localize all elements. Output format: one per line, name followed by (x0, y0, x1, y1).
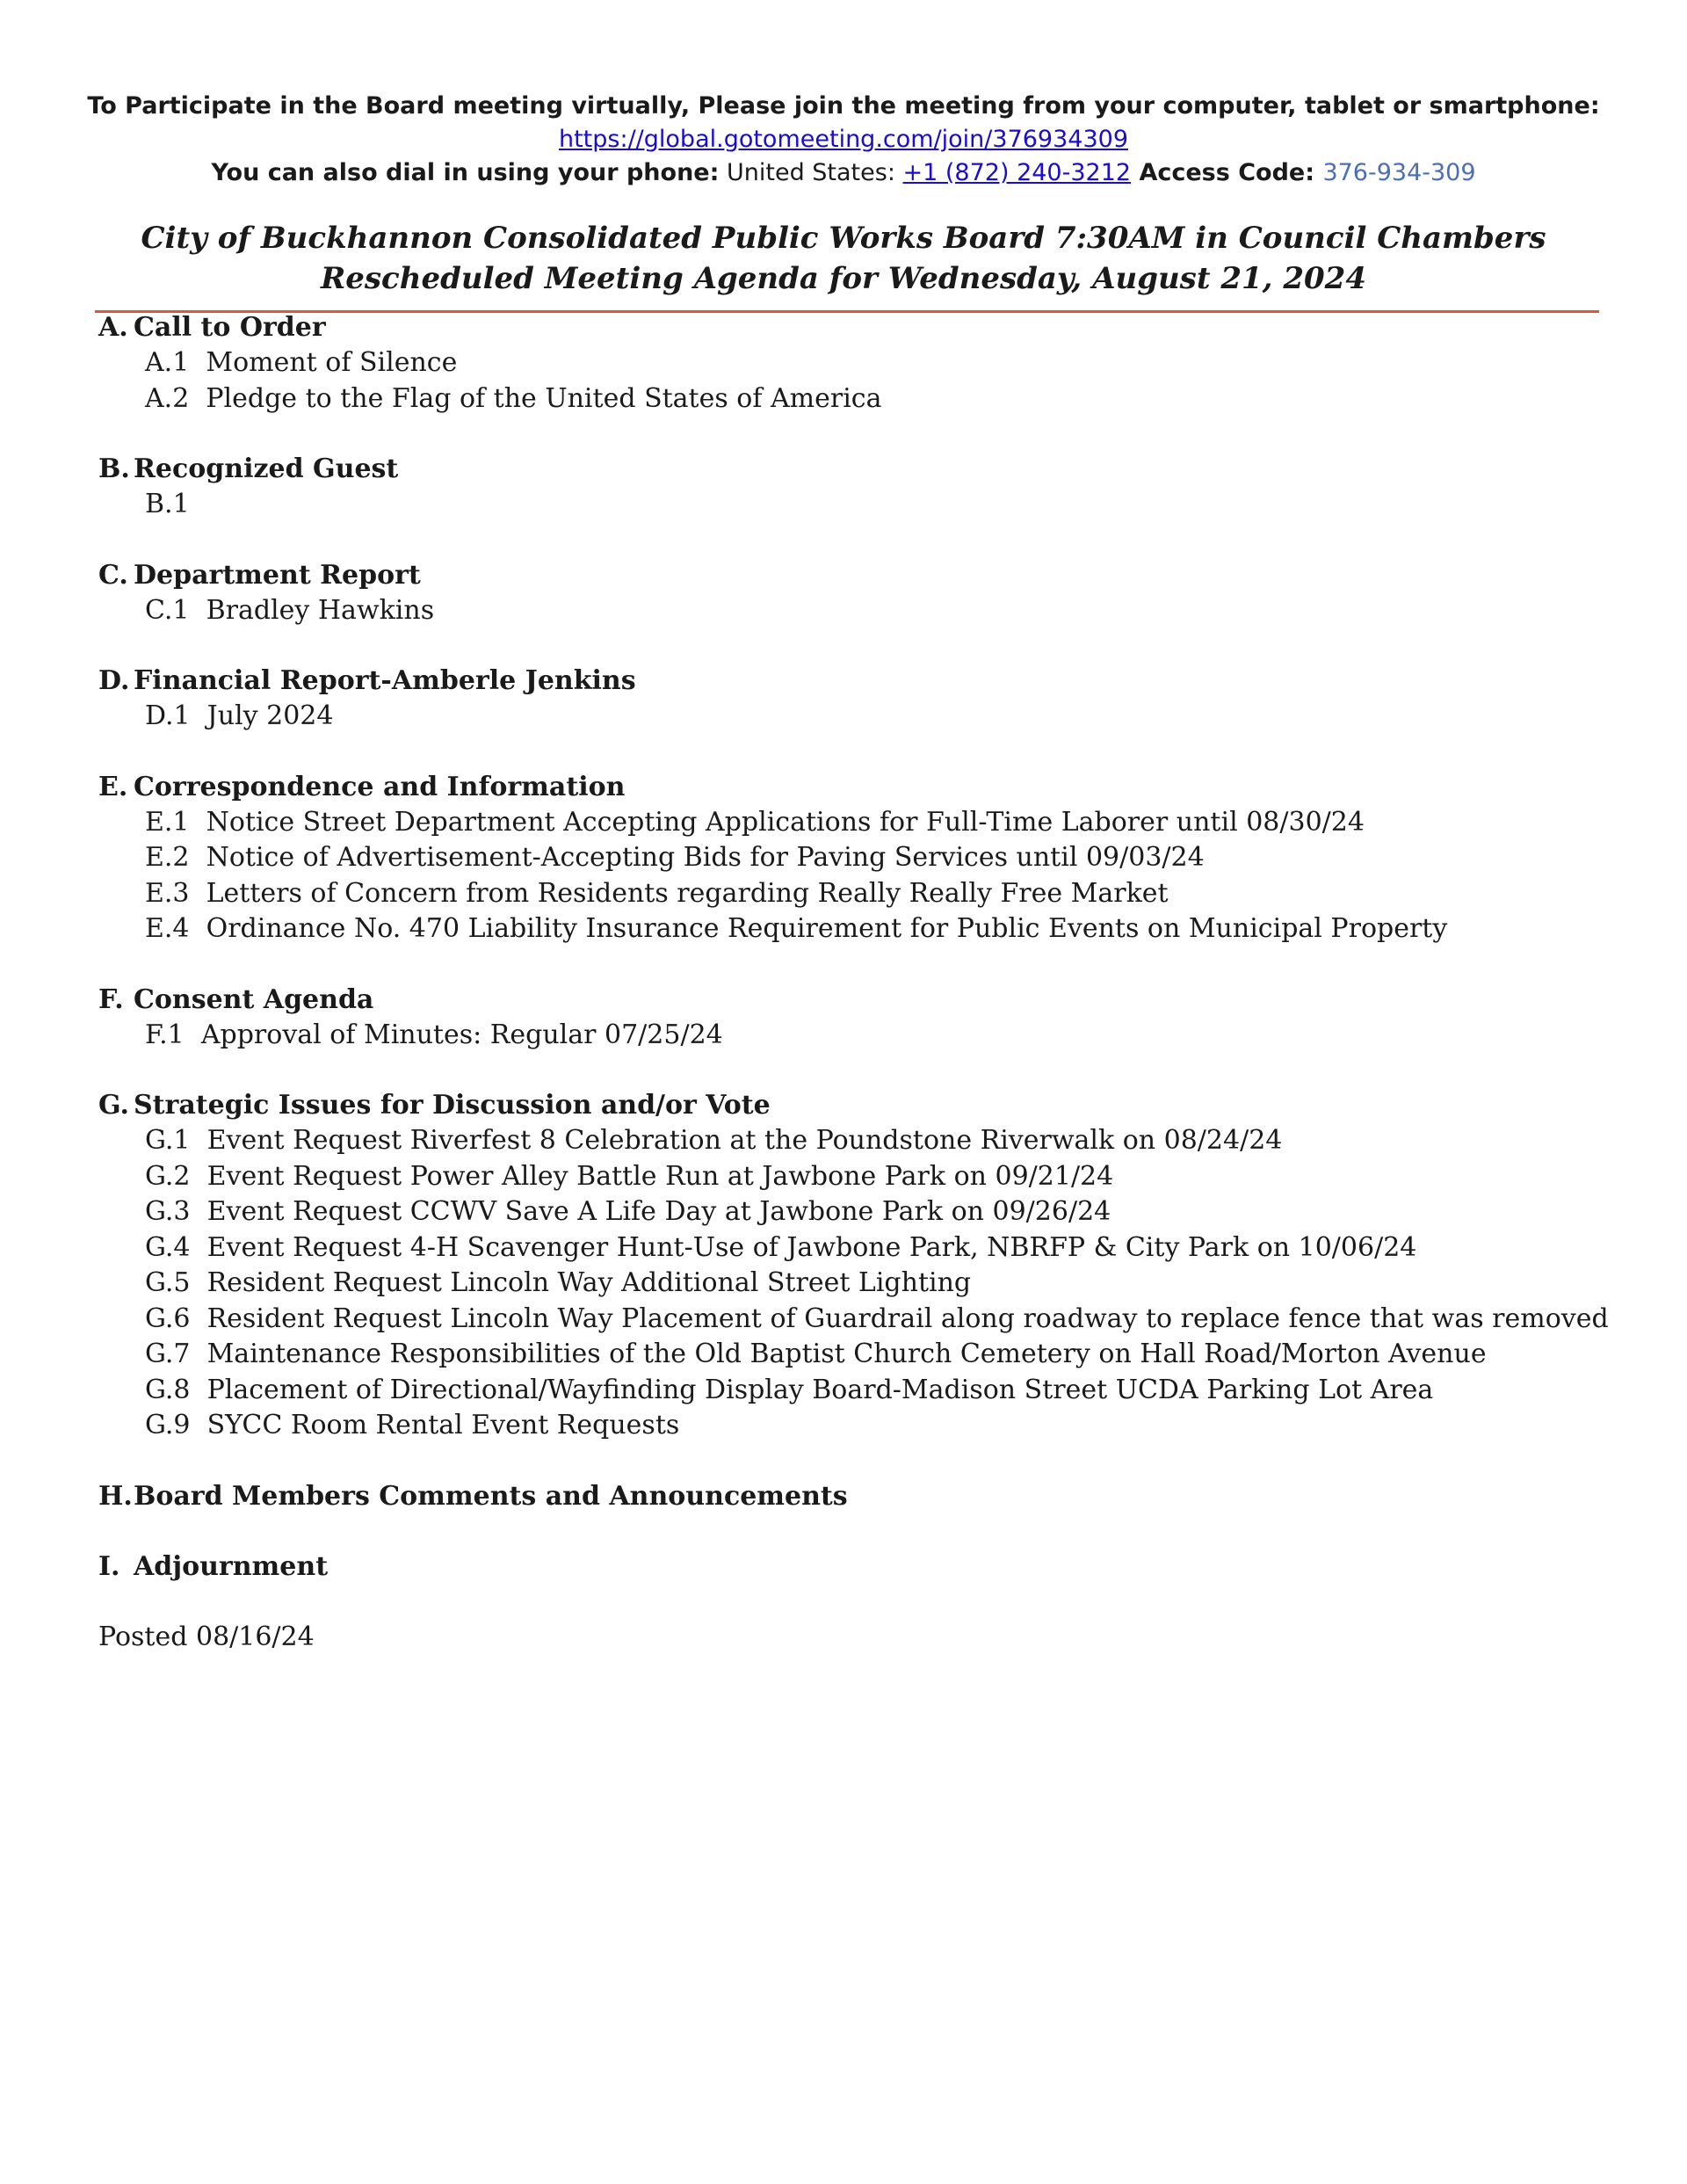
participate-rest: Please join the meeting from your computer, tablet or smartphone: (690, 92, 1600, 120)
agenda-item: G.5 Resident Request Lincoln Way Additional Street Lighting (145, 1267, 972, 1298)
section-title: Recognized Guest (134, 453, 399, 484)
section-title: Strategic Issues for Discussion and/or Vote (134, 1090, 771, 1121)
agenda-item: E.2 Notice of Advertisement-Accepting Bids for Paving Services until 09/03/24 (145, 842, 1205, 873)
dial-number-link[interactable]: +1 (872) 240-3212 (902, 159, 1132, 186)
access-code: 376-934-309 (1322, 159, 1476, 186)
meeting-link-line (0, 123, 1687, 156)
section-title: Board Members Comments and Announcements (134, 1480, 848, 1512)
access-code-label: Access Code: (1131, 159, 1323, 186)
agenda-item: A.2 Pledge to the Flag of the United States of America (145, 382, 882, 414)
agenda-section (98, 310, 1645, 417)
agenda-item: E.1 Notice Street Department Accepting Applications for Full-Time Laborer until 08/30/24 (145, 806, 1365, 838)
agenda-title (0, 218, 1687, 299)
agenda-item: E.4 Ordinance No. 470 Liability Insurance Requirement for Public Events on Municipal Property (145, 913, 1448, 944)
agenda-item: D.1 July 2024 (145, 700, 334, 731)
section-heading (98, 1549, 1645, 1585)
agenda-item: A.1 Moment of Silence (145, 347, 458, 378)
section-letter: H. (98, 1480, 133, 1512)
section-letter: C. (98, 559, 128, 591)
section-title: Call to Order (134, 312, 326, 343)
agenda-item: G.2 Event Request Power Alley Battle Run at Jawbone Park on 09/21/24 (145, 1160, 1114, 1192)
title-line-1: City of Buckhannon Consolidated Public Works Board 7:30AM in Council Chambers (141, 221, 1546, 256)
agenda-section (98, 1088, 1645, 1444)
section-letter: F. (98, 983, 124, 1015)
agenda-item: G.9 SYCC Room Rental Event Requests (145, 1410, 680, 1440)
section-heading (98, 558, 1645, 593)
agenda-sections (98, 310, 1645, 1655)
section-heading (98, 770, 1645, 805)
agenda-item: F.1 Approval of Minutes: Regular 07/25/24 (145, 1019, 723, 1050)
agenda-item: G.4 Event Request 4-H Scavenger Hunt-Use of Jawbone Park, NBRFP & City Park on 10/06/24 (145, 1231, 1417, 1263)
agenda-section (98, 558, 1645, 629)
agenda-section (98, 770, 1645, 947)
section-title: Correspondence and Information (134, 771, 626, 802)
section-heading (98, 310, 1645, 345)
dial-country: United States: (719, 159, 903, 186)
section-letter: I. (98, 1550, 120, 1582)
title-line-2: Rescheduled Meeting Agenda for Wednesday, August 21, 2024 (321, 261, 1366, 296)
section-title: Department Report (134, 559, 421, 591)
participate-line (0, 90, 1687, 123)
agenda-item: G.7 Maintenance Responsibilities of the Old Baptist Church Cemetery on Hall Road/Morton Avenue (145, 1339, 1487, 1369)
section-title: Consent Agenda (134, 983, 374, 1015)
agenda-section (98, 664, 1645, 735)
agenda-section (98, 1549, 1645, 1585)
section-heading (98, 1479, 1645, 1514)
agenda-item: C.1 Bradley Hawkins (145, 594, 435, 626)
agenda-item: G.6 Resident Request Lincoln Way Placement of Guardrail along roadway to replace fence that was removed (145, 1302, 1609, 1334)
posted-date: Posted 08/16/24 (98, 1621, 315, 1652)
agenda-item: G.3 Event Request CCWV Save A Life Day at Jawbone Park on 09/26/24 (145, 1196, 1111, 1227)
section-letter: A. (98, 312, 128, 343)
section-letter: B. (98, 453, 130, 484)
meeting-link[interactable]: https://global.gotomeeting.com/join/376934309 (558, 126, 1128, 153)
agenda-section (98, 1479, 1645, 1514)
participate-bold: To Participate in the Board meeting virtually, (87, 92, 691, 120)
section-title: Financial Report-Amberle Jenkins (134, 665, 636, 696)
section-title: Adjournment (134, 1550, 329, 1582)
section-letter: D. (98, 665, 130, 696)
section-heading (98, 664, 1645, 699)
section-heading (98, 1088, 1645, 1123)
dial-in-line (0, 156, 1687, 190)
participation-info (0, 90, 1687, 190)
agenda-section (98, 452, 1645, 523)
agenda-section (98, 983, 1645, 1054)
agenda-item: E.3 Letters of Concern from Residents regarding Really Really Free Market (145, 877, 1169, 909)
agenda-item: G.1 Event Request Riverfest 8 Celebration at the Poundstone Riverwalk on 08/24/24 (145, 1125, 1283, 1156)
section-heading (98, 452, 1645, 487)
agenda-item: G.8 Placement of Directional/Wayfinding Display Board-Madison Street UCDA Parking Lot Area (145, 1374, 1434, 1405)
section-heading (98, 983, 1645, 1018)
dial-in-label: You can also dial in using your phone: (211, 159, 720, 186)
agenda-item: B.1 (145, 489, 190, 519)
section-letter: G. (98, 1090, 129, 1121)
section-letter: E. (98, 771, 128, 802)
